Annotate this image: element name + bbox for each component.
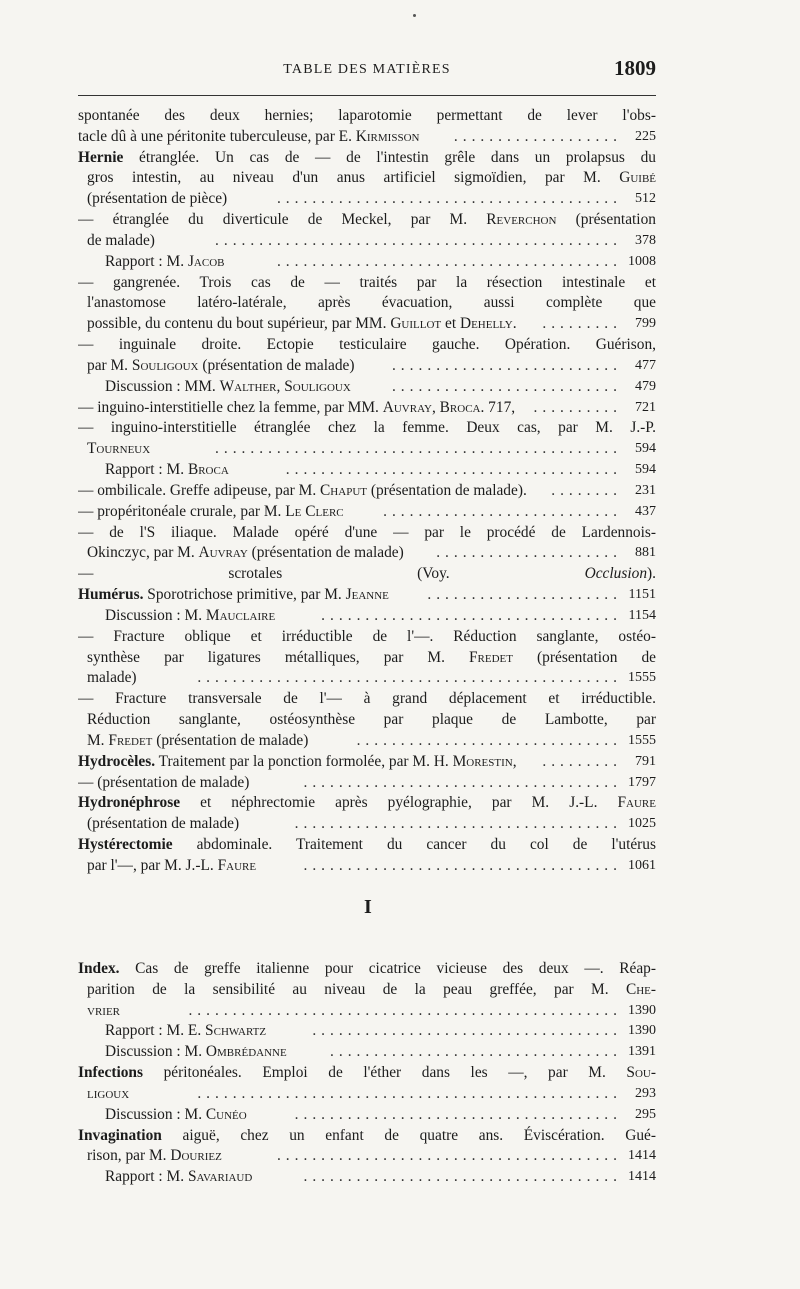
dot-leader: ...................	[453, 127, 622, 145]
index-text-line	[78, 210, 656, 231]
entry-segment: tacle dû à une péritonite tuberculeuse, par E.	[78, 127, 356, 145]
entry-page-number: 1390	[628, 1002, 656, 1018]
entry-segment: Occlusion	[584, 565, 648, 583]
author-name: Broca	[439, 398, 481, 416]
author-name: Che-	[625, 980, 656, 998]
index-text-line	[78, 835, 656, 856]
entry-segment: parition de la sensibilité au niveau de la peau greffée, par M.	[87, 980, 626, 998]
index-entry-line	[78, 585, 656, 606]
entry-segment: gros intestin, au niveau d'un anus artificiel sigmoïdien, par M.	[87, 169, 620, 187]
dot-leader: .......................................	[276, 1147, 622, 1165]
entry-segment: (présentation de malade)	[247, 544, 404, 562]
index-text-line	[78, 627, 656, 648]
index-text-line	[78, 335, 656, 356]
entry-segment: ,	[276, 377, 285, 395]
index-entry-line	[78, 1146, 656, 1167]
author-name: Chaput	[320, 481, 367, 499]
entry-text	[78, 793, 656, 814]
author-name: Savariaud	[187, 1168, 253, 1186]
dot-leader: .......................................	[276, 252, 622, 270]
entry-page-number: 1061	[628, 857, 656, 873]
author-name: Fredet	[469, 648, 513, 666]
index-text-line	[78, 523, 656, 544]
dot-leader: .........	[542, 315, 622, 333]
entry-text	[87, 857, 256, 874]
dot-leader: .....................................	[294, 815, 622, 833]
entry-segment: Rapport : M.	[105, 1168, 188, 1186]
entry-text	[78, 128, 419, 145]
index-text-line	[78, 648, 656, 669]
entry-text	[87, 293, 656, 314]
entry-segment: Cas de greffe italienne pour cicatrice vicieuse des deux —. Réap-	[119, 960, 656, 977]
entry-page-number: 477	[635, 357, 656, 373]
entry-segment: Okinczyc, par M.	[87, 544, 199, 562]
dot-leader: ................................................	[197, 1084, 622, 1102]
index-entry-line	[78, 1084, 656, 1105]
author-name: Souligoux	[131, 356, 199, 374]
entry-segment: possible, du contenu du bout supérieur, par MM.	[87, 315, 391, 333]
index-entry-line	[78, 856, 656, 877]
page-speck	[413, 14, 416, 17]
entry-page-number: 295	[635, 1106, 656, 1122]
author-name: Jeanne	[345, 586, 389, 604]
entry-heading: Humérus.	[78, 586, 144, 604]
entry-segment: — Fracture transversale de l'— à grand déplacement et irréductible.	[78, 690, 656, 708]
entry-segment: (présentation	[556, 211, 656, 229]
entry-text	[105, 378, 351, 395]
entry-segment: étranglée. Un cas de — de l'intestin grêle dans un prolapsus du	[123, 148, 656, 166]
index-entry-line	[78, 543, 656, 564]
entry-text	[87, 669, 137, 686]
entry-text	[78, 959, 656, 980]
entry-heading: Invagination	[78, 1126, 162, 1144]
entry-text	[105, 1022, 266, 1039]
index-entry-line	[78, 356, 656, 377]
entry-text	[87, 710, 656, 731]
entry-text	[78, 774, 249, 791]
entry-text	[78, 753, 517, 770]
entry-segment: synthèse par ligatures métalliques, par M.	[87, 648, 469, 666]
index-entry-line	[78, 252, 656, 273]
index-entry-line	[78, 731, 656, 752]
index-entry-line	[78, 460, 656, 481]
dot-leader: .................................................	[188, 1001, 622, 1019]
entry-page-number: 1154	[628, 607, 656, 623]
entry-segment: — de l'S iliaque. Malade opéré d'une — par le procédé de Lardennois-	[78, 523, 656, 541]
index-entry-line	[78, 398, 656, 419]
entry-text	[105, 461, 229, 478]
author-name: Faure	[617, 794, 656, 812]
entry-text	[87, 232, 155, 249]
index-entry-line	[78, 377, 656, 398]
entry-segment: Réduction sanglante, ostéosynthèse par plaque de Lambotte, par	[87, 711, 656, 729]
dot-leader: ..................................	[321, 606, 622, 624]
entry-text	[78, 148, 656, 169]
entry-page-number: 1390	[628, 1023, 656, 1039]
index-text-line	[78, 980, 656, 1001]
entry-page-number: 293	[635, 1085, 656, 1101]
index-entry-line	[78, 314, 656, 335]
entry-segment: — gangrenée. Trois cas de — traités par la résection intestinale et	[78, 273, 656, 291]
entry-segment: spontanée des deux hernies; laparotomie permettant de lever l'obs-	[78, 107, 656, 124]
author-name: Fredet	[108, 731, 153, 749]
entry-page-number: 437	[635, 503, 656, 519]
dot-leader: ..........	[533, 398, 622, 416]
entry-heading: Infections	[78, 1064, 143, 1082]
entry-text	[87, 190, 227, 207]
entry-text	[87, 815, 239, 832]
entry-text	[87, 1002, 120, 1019]
entry-segment: ,	[431, 398, 440, 416]
entry-segment: (présentation de	[513, 648, 656, 666]
entry-text	[78, 627, 656, 648]
author-name: Cunéo	[205, 1105, 247, 1123]
entry-text	[87, 544, 404, 561]
entry-segment: Discussion : MM.	[105, 377, 220, 395]
dot-leader: .....................	[436, 544, 622, 562]
index-entry-line	[78, 502, 656, 523]
entry-text	[78, 482, 527, 499]
entry-text	[105, 1168, 252, 1185]
dot-leader: ......................	[427, 586, 622, 604]
entry-page-number: 594	[635, 462, 656, 478]
author-name: Morestin	[452, 752, 513, 770]
author-name: Ombrédanne	[205, 1043, 287, 1061]
dot-leader: ....................................	[303, 773, 622, 791]
entry-text	[78, 503, 344, 520]
dot-leader: ....................................	[303, 856, 622, 874]
index-text-line	[78, 106, 656, 127]
index-entry-line	[78, 752, 656, 773]
author-name: Walther	[219, 377, 277, 395]
author-name: Broca	[187, 461, 229, 479]
entry-text	[78, 418, 656, 439]
entry-segment: Rapport : M.	[105, 252, 188, 270]
entry-segment: . 717,	[480, 398, 516, 416]
index-entry-line	[78, 189, 656, 210]
entry-text	[105, 253, 225, 270]
entry-segment: — (présentation de malade)	[78, 773, 250, 791]
author-name: ligoux	[87, 1084, 130, 1102]
entry-segment: — inguino-interstitielle chez la femme, par MM.	[78, 398, 383, 416]
entry-segment: Traitement par la ponction formolée, par M. H.	[155, 752, 453, 770]
index-text-line	[78, 710, 656, 731]
author-name: Reverchon	[486, 211, 557, 229]
entry-heading: Hydronéphrose	[78, 794, 181, 812]
entry-text	[87, 168, 656, 189]
entry-segment: (présentation de malade)	[198, 356, 355, 374]
index-text-line	[78, 148, 656, 169]
entry-page-number: 225	[635, 128, 656, 144]
index-entries-bottom	[78, 959, 656, 1188]
entry-segment: abdominale. Traitement du cancer du col de l'utérus	[172, 835, 656, 853]
index-text-line	[78, 273, 656, 294]
entry-page-number: 1008	[628, 253, 656, 269]
section-letter: I	[364, 896, 372, 918]
author-name: Schwartz	[205, 1022, 267, 1040]
index-text-line	[78, 689, 656, 710]
entry-segment: péritonéales. Emploi de l'éther dans les —, par M.	[142, 1064, 627, 1082]
entry-page-number: 791	[635, 753, 656, 769]
index-entry-line	[78, 1042, 656, 1063]
entry-segment: — Fracture oblique et irréductible de l'—. Réduction sanglante, ostéo-	[78, 627, 656, 645]
entry-segment: (présentation de malade).	[366, 481, 527, 499]
entry-text	[78, 106, 656, 127]
entry-heading: Hernie	[78, 148, 124, 166]
index-entry-line	[78, 481, 656, 502]
entry-page-number: 231	[635, 482, 656, 498]
entry-segment: et néphrectomie après pyélographie, par M. J.-L.	[180, 794, 618, 812]
entry-segment: — ombilicale. Greffe adipeuse, par M.	[78, 481, 321, 499]
author-name: Faure	[217, 856, 257, 874]
entry-segment: l'anastomose latéro-latérale, après évacuation, aussi complète que	[87, 294, 656, 312]
entry-page-number: 594	[635, 441, 656, 457]
index-entry-line	[78, 1105, 656, 1126]
author-name: Le Clerc	[285, 502, 344, 520]
entry-text	[78, 273, 656, 294]
entry-segment: Discussion : M.	[105, 1105, 206, 1123]
entry-heading: Hydrocèles.	[78, 752, 156, 770]
entry-segment: Rapport : M.	[105, 461, 188, 479]
dot-leader: ..............................................	[215, 231, 622, 249]
index-entries-top	[78, 106, 656, 877]
author-name: Auvray	[382, 398, 432, 416]
dot-leader: ..............................	[356, 731, 622, 749]
entry-text	[87, 440, 150, 457]
index-entry-line	[78, 606, 656, 627]
entry-segment: Discussion : M.	[105, 606, 206, 624]
entry-page-number: 1414	[628, 1169, 656, 1185]
entry-text	[87, 732, 308, 749]
entry-page-number: 1555	[628, 670, 656, 686]
index-entry-line	[78, 231, 656, 252]
dot-leader: ...................................	[312, 1022, 622, 1040]
index-text-line	[78, 564, 656, 585]
author-name: Guillot	[390, 315, 442, 333]
entry-text	[87, 1085, 129, 1102]
entry-text	[87, 357, 354, 374]
entry-segment: — inguinale droite. Ectopie testiculaire gauche. Opération. Guérison,	[78, 336, 656, 354]
dot-leader: ...........................	[383, 502, 622, 520]
entry-segment: ).	[647, 565, 656, 583]
index-text-line	[78, 959, 656, 980]
index-text-line	[78, 793, 656, 814]
entry-page-number: 479	[635, 378, 656, 394]
index-entry-line	[78, 1167, 656, 1188]
entry-text	[78, 586, 389, 603]
dot-leader: .....................................	[294, 1105, 622, 1123]
index-entry-line	[78, 1001, 656, 1022]
index-entry-line	[78, 439, 656, 460]
entry-page-number: 1391	[628, 1044, 656, 1060]
entry-segment: (présentation de malade)	[87, 815, 240, 833]
dot-leader: ....................................	[303, 1168, 622, 1186]
entry-text	[78, 1126, 656, 1147]
entry-page-number: 512	[635, 191, 656, 207]
entry-text	[87, 1147, 222, 1164]
index-text-line	[78, 418, 656, 439]
entry-segment: — scrotales (Voy.	[78, 565, 585, 583]
header-rule	[78, 95, 656, 96]
entry-page-number: 1555	[628, 732, 656, 748]
entry-segment: aiguë, chez un enfant de quatre ans. Éviscération. Gué-	[161, 1126, 656, 1144]
index-entry-line	[78, 814, 656, 835]
page-header	[78, 54, 656, 94]
entry-heading: Hystérectomie	[78, 835, 173, 853]
entry-segment: rison, par M.	[87, 1147, 171, 1165]
dot-leader: .......................................	[276, 190, 622, 208]
entry-segment: (présentation de malade)	[152, 731, 309, 749]
entry-text	[87, 315, 517, 332]
author-name: Souligoux	[284, 377, 351, 395]
entry-page-number: 1414	[628, 1148, 656, 1164]
entry-text	[78, 210, 656, 231]
entry-page-number: 1025	[628, 816, 656, 832]
entry-text	[78, 689, 656, 710]
entry-page-number: 378	[635, 232, 656, 248]
author-name: Sou-	[626, 1064, 656, 1082]
index-entry-line	[78, 1021, 656, 1042]
entry-text	[105, 607, 275, 624]
dot-leader: .........	[542, 752, 622, 770]
index-entry-line	[78, 668, 656, 689]
entry-text	[78, 399, 515, 416]
entry-segment: Rapport : M. E.	[105, 1022, 206, 1040]
dot-leader: ................................................	[197, 669, 622, 687]
author-name: Auvray	[198, 544, 248, 562]
entry-segment: (présentation de pièce)	[87, 190, 228, 208]
entry-text	[78, 564, 656, 585]
entry-text	[78, 835, 656, 856]
author-name: Tourneux	[87, 440, 151, 458]
entry-segment: par M.	[87, 356, 132, 374]
dot-leader: ..........................	[391, 377, 622, 395]
author-name: vrier	[87, 1001, 120, 1019]
author-name: Guibé	[619, 169, 656, 187]
entry-text	[105, 1043, 287, 1060]
entry-segment: par l'—, par M. J.-L.	[87, 856, 218, 874]
index-entry-line	[78, 773, 656, 794]
index-text-line	[78, 168, 656, 189]
entry-page-number: 1797	[628, 774, 656, 790]
entry-page-number: 1151	[628, 587, 656, 603]
dot-leader: ..............................................	[215, 440, 622, 458]
page-number: 1809	[614, 56, 656, 80]
entry-heading: Index.	[78, 960, 120, 977]
dot-leader: ........	[551, 481, 622, 499]
entry-segment: et	[441, 315, 460, 333]
entry-segment: malade)	[87, 669, 137, 687]
author-name: Kirmisson	[355, 127, 420, 145]
entry-page-number: 799	[635, 316, 656, 332]
index-text-line	[78, 1126, 656, 1147]
entry-segment: — étranglée du diverticule de Meckel, par M.	[78, 211, 487, 229]
entry-segment: Discussion : M.	[105, 1043, 206, 1061]
author-name: Mauclaire	[205, 606, 276, 624]
entry-text	[87, 980, 656, 1001]
dot-leader: ..........................	[391, 356, 622, 374]
entry-segment: — inguino-interstitielle étranglée chez la femme. Deux cas, par M. J.-P.	[78, 419, 656, 437]
entry-text	[78, 335, 656, 356]
dot-leader: ......................................	[285, 461, 622, 479]
entry-text	[105, 1106, 247, 1123]
entry-text	[78, 1063, 656, 1084]
entry-page-number: 721	[635, 399, 656, 415]
entry-segment: M.	[87, 731, 109, 749]
entry-page-number: 881	[635, 545, 656, 561]
author-name: Dehelly	[459, 315, 513, 333]
entry-segment: de malade)	[87, 231, 155, 249]
entry-segment: — propéritonéale crurale, par M.	[78, 502, 286, 520]
running-title: TABLE DES MATIÈRES	[283, 62, 451, 77]
entry-text	[78, 523, 656, 544]
author-name: Jacob	[187, 252, 225, 270]
entry-text	[87, 648, 656, 669]
entry-segment: .	[512, 315, 517, 333]
author-name: Douriez	[170, 1147, 222, 1165]
dot-leader: .................................	[330, 1043, 622, 1061]
index-text-line	[78, 293, 656, 314]
index-text-line	[78, 1063, 656, 1084]
entry-segment: Sporotrichose primitive, par M.	[143, 586, 346, 604]
entry-segment: ,	[512, 752, 517, 770]
index-entry-line	[78, 127, 656, 148]
